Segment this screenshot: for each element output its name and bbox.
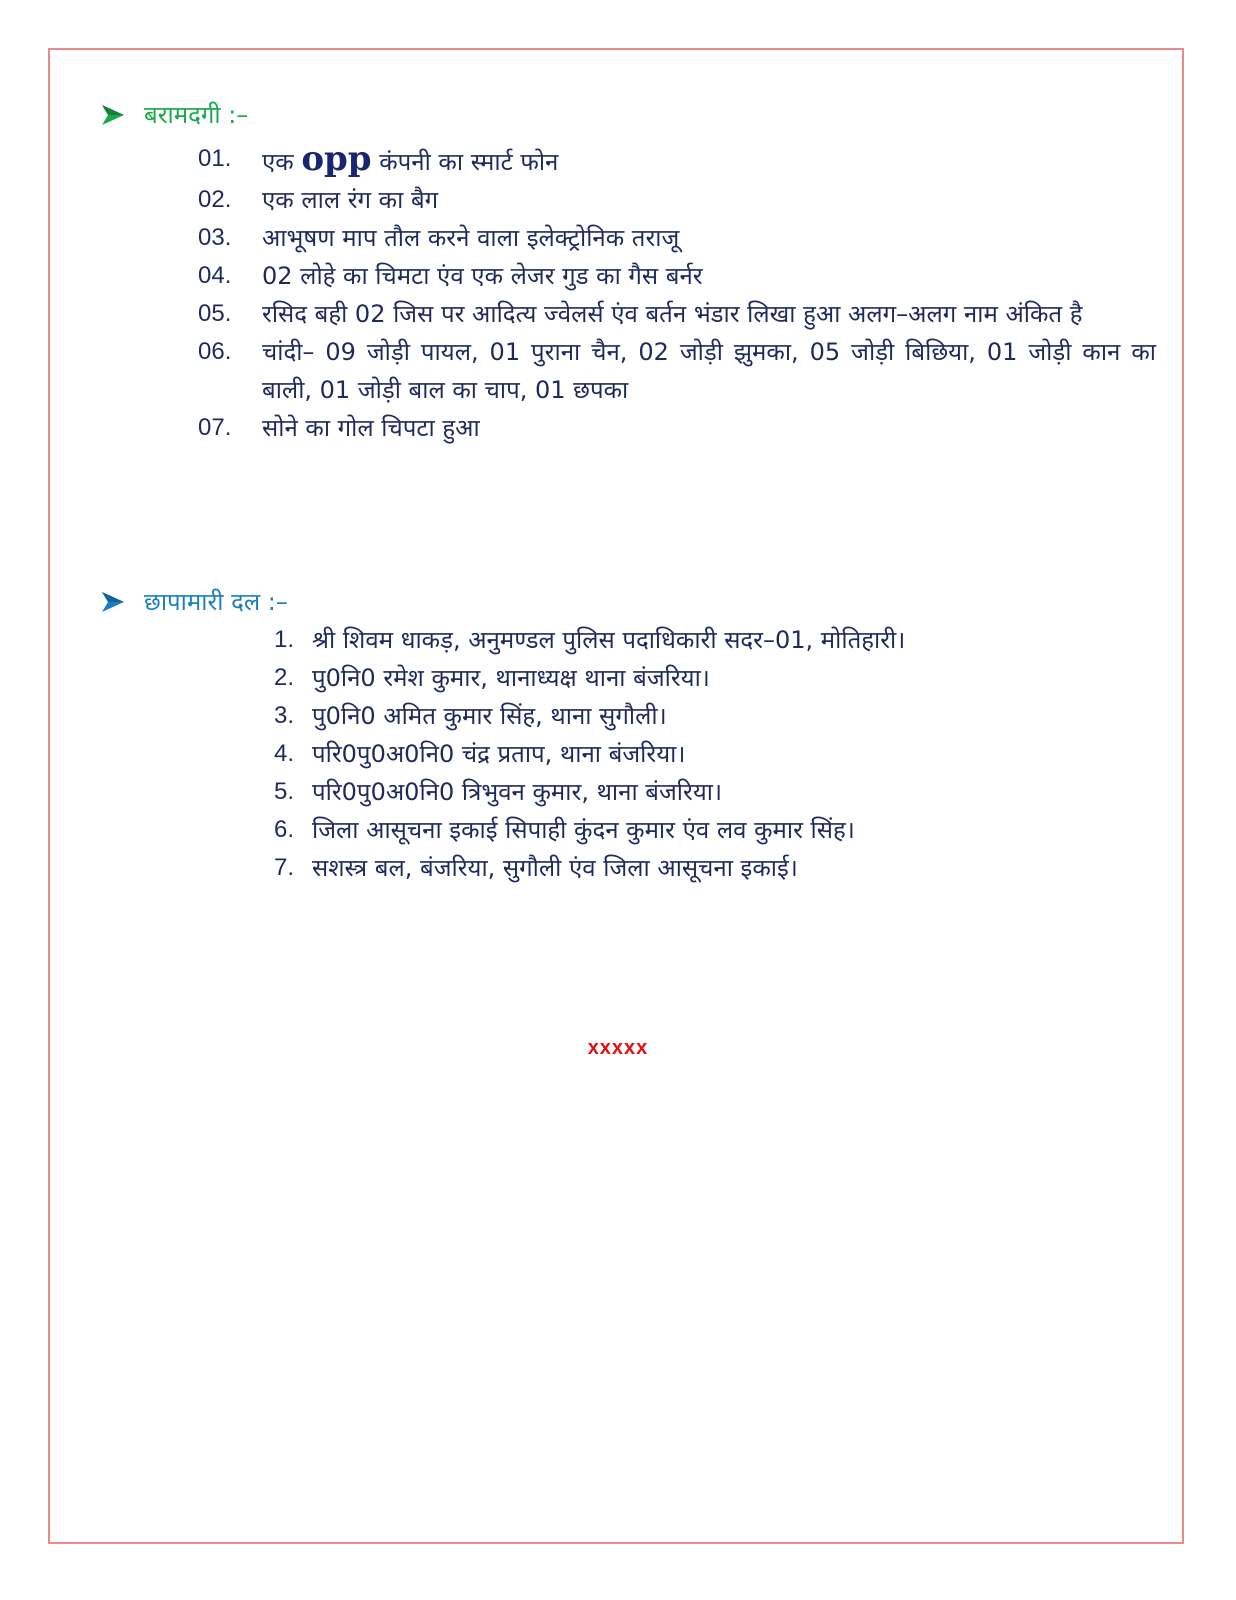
list-item [198,333,1156,409]
recovery-heading-text: बरामदगी :– [144,101,249,129]
raid-team-section [100,585,1156,887]
item-number: 5. [274,778,295,805]
recovery-section [100,98,1156,447]
list-item [198,295,1156,333]
recovery-heading [100,98,1156,132]
item-text: पु0नि0 रमेश कुमार, थानाध्यक्ष थाना बंजरिया। [312,664,710,692]
list-item [198,140,1156,181]
item-text: परि0पु0अ0नि0 त्रिभुवन कुमार, थाना बंजरिया। [312,778,723,806]
item-text [262,140,1156,181]
end-mark: xxxxx [587,1037,649,1059]
item-number: 3. [274,702,295,729]
list-item [274,735,1156,773]
arrow-bullet-icon [100,589,126,615]
raid-team-heading [100,585,1156,619]
list-item [274,621,1156,659]
item-text: परि0पु0अ0नि0 चंद्र प्रताप, थाना बंजरिया। [312,740,686,768]
item-number: 4. [274,740,295,767]
list-item [274,659,1156,697]
item-text: सोने का गोल चिपटा हुआ [262,414,480,442]
item-number: 05. [198,300,232,327]
list-item [198,181,1156,219]
item-text: चांदी– 09 जोड़ी पायल, 01 पुराना चैन, 02 जोड़ी झुमका, 05 जोड़ी बिछिया, 01 जोड़ी कान का बाली, 01 जोड़ी बाल का चाप, 01 छपका [262,338,1156,404]
list-item [274,849,1156,887]
arrow-bullet-icon [100,102,126,128]
item-number: 06. [198,338,232,365]
item-text: श्री शिवम धाकड़, अनुमण्डल पुलिस पदाधिकारी सदर–01, मोतिहारी। [312,626,906,654]
raid-team-list [274,621,1156,887]
list-item [274,697,1156,735]
list-item [274,773,1156,811]
item-text: 02 लोहे का चिमटा एंव एक लेजर गुड का गैस बर्नर [262,262,703,290]
item-number: 01. [198,145,232,172]
item-text: जिला आसूचना इकाई सिपाही कुंदन कुमार एंव लव कुमार सिंह। [312,816,855,844]
item-text-post: कंपनी का स्मार्ट फोन [371,148,559,176]
list-item [274,811,1156,849]
list-item [198,257,1156,295]
item-number: 2. [274,664,295,691]
list-item [198,219,1156,257]
brand-name: opp [301,139,372,179]
item-text: आभूषण माप तौल करने वाला इलेक्ट्रोनिक तराजू [262,224,680,252]
item-number: 1. [274,626,295,653]
recovery-list [198,140,1156,447]
item-number: 6. [274,816,295,843]
item-text: रसिद बही 02 जिस पर आदित्य ज्वेलर्स एंव बर्तन भंडार लिखा हुआ अलग–अलग नाम अंकित है [262,300,1083,328]
item-text: सशस्त्र बल, बंजरिया, सुगौली एंव जिला आसूचना इकाई। [312,854,798,882]
item-number: 7. [274,854,295,881]
item-number: 03. [198,224,232,251]
raid-team-heading-text: छापामारी दल :– [144,588,288,616]
item-text: पु0नि0 अमित कुमार सिंह, थाना सुगौली। [312,702,667,730]
item-text: एक लाल रंग का बैग [262,186,439,214]
item-number: 07. [198,414,232,441]
item-number: 04. [198,262,232,289]
item-number: 02. [198,186,232,213]
item-text-pre: एक [262,148,302,176]
list-item [198,409,1156,447]
